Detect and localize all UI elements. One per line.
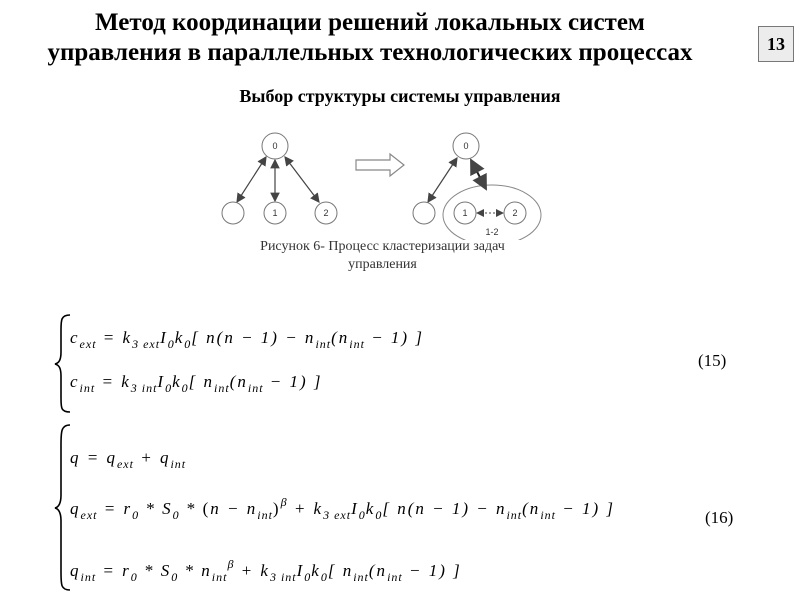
eq16-line3: $q_{int} = r_0 * S_0 * n_{int}^\beta + k_{3 int}I_0k_0$[ $n_{int}(n_{int} - 1)$ ] [70,557,462,584]
right-graph [413,133,541,240]
left-node-a [222,202,244,224]
eq15-line2: $c_{int} = k_{3 int}I_0k_0$[ $n_{int}(n_{int} - 1)$ ] [70,372,323,395]
eq16-line1: $q = q_{ext} + q_{int}$ [70,448,187,471]
left-node-1-label: 1 [272,208,278,218]
eq15-line1: $c_{ext} = k_{3 ext}I_0k_0$[ $n(n - 1) - n_{int}(n_{int} - 1)$ ] [70,328,424,351]
right-node-2-label: 2 [512,208,518,218]
left-graph [222,133,337,224]
right-root-label: 0 [463,141,469,151]
brace-15 [55,315,70,412]
cluster-label: 1-2 [485,227,499,237]
clustering-diagram [0,120,800,240]
slide-title [0,8,740,68]
eq16-line2: $q_{ext} = r_0 * S_0 * (n - n_{int})^\beta + k_{3 ext}I_0k_0$[ $n(n - 1) - n_{int}(n_{int} - 1)$ ] [70,495,615,522]
left-node-2-label: 2 [323,208,329,218]
figure-caption [190,238,575,274]
slide-title-line2: управления в параллельных технологических процессах [47,39,693,66]
eq15-number: (15) [698,351,727,370]
slide-title-line1: Метод координации решений локальных систем [95,9,645,36]
figure-caption-line1: Рисунок 6- Процесс кластеризации задач [260,239,505,254]
left-root-label: 0 [272,141,278,151]
figure-caption-line2: управления [348,257,417,272]
slide-subtitle: Выбор структуры системы управления [239,86,561,106]
eq16-number: (16) [705,508,734,527]
brace-16 [55,425,70,590]
right-node-1-label: 1 [462,208,468,218]
right-node-a [413,202,435,224]
page-number-badge: 13 [758,26,794,62]
transition-arrow [356,154,404,176]
